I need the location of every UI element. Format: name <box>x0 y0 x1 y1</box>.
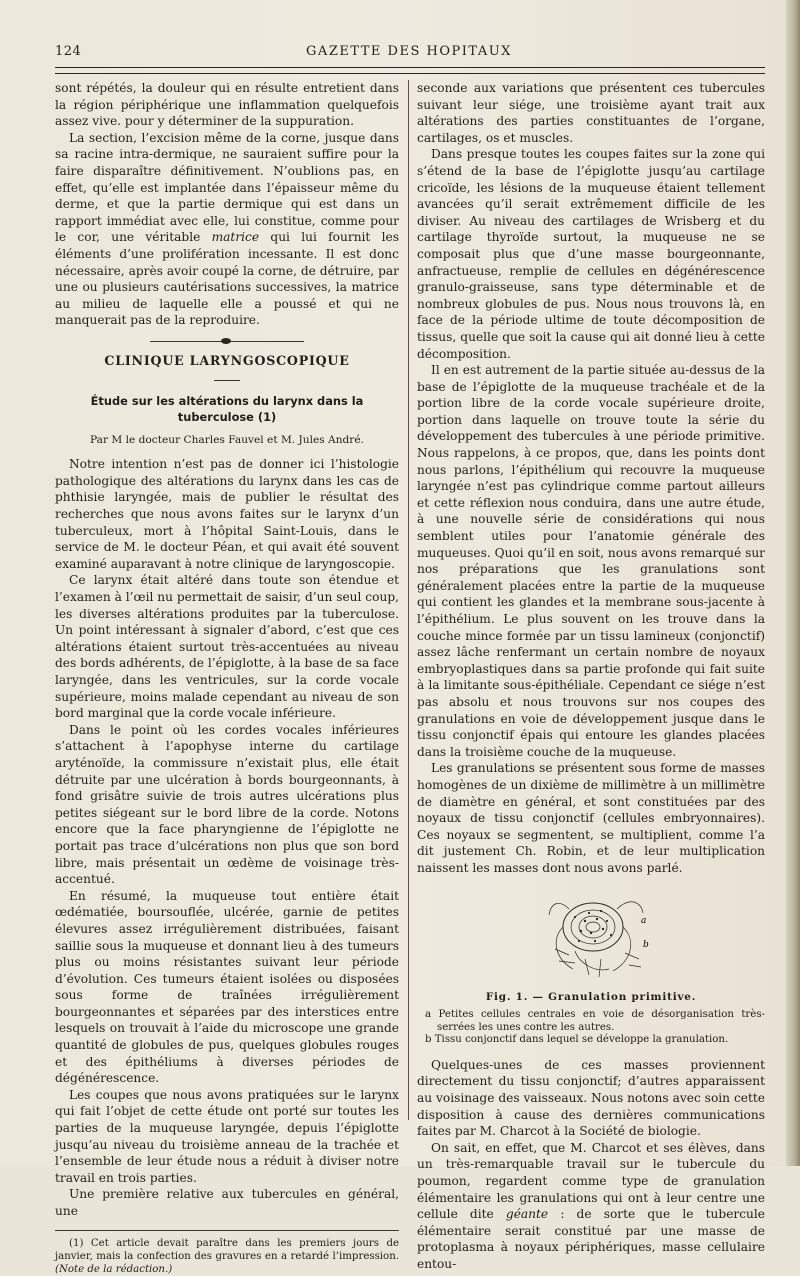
emphasis-text: matrice <box>211 230 260 245</box>
paragraph: Les coupes que nous avons pratiquées sur le larynx qui fait l’objet de cette étude ont porté sur toutes les parties de la muqueuse laryngée, depuis l’épiglotte jusqu’au niveau du troisième anneau de la trachée et l’ensemble de leur étude nous a réduit à diviser notre travail en trois parties. <box>55 1087 399 1185</box>
paragraph <box>55 130 399 329</box>
section-separator <box>55 329 399 347</box>
footnote-note: (Note de la rédaction.) <box>55 1263 173 1275</box>
column-divider <box>408 80 409 1120</box>
paragraph-text: qui lui fournit les éléments d’une prolifération incessante. Il est donc nécessaire, après avoir coupé la corne, de détruire, par une ou plusieurs cautérisations successives, la matrice au milieu de laquelle elle a poussé et qui ne manquerait pas de la reproduire. <box>55 230 399 328</box>
paragraph: Dans presque toutes les coupes faites sur la zone qui s’étend de la base de l’épiglotte jusqu’au cartilage cricoïde, les lésions de la muqueuse étaient tellement avancées qu’il serait extrêmement difficile de les diviser. Au niveau des cartilages de Wrisberg et du cartilage thyroïde surtout, la muqueuse ne se composait plus que d’une masse bourgeonnante, anfractueuse, remplie de cellules en dégénérescence granulo-graisseuse, sans type déterminable et de nombreux globules de pus. Nous nous trouvons là, en face de la période ultime de toute décomposition de tissus, quelle que soit la cause qui ait donné lieu à cette décomposition. <box>417 147 765 361</box>
paragraph <box>417 1140 765 1273</box>
paragraph-text: : de sorte que le tubercule élémentaire serait constitué par une masse de protoplasma à noyaux périphériques, masse cellulaire entou- <box>417 1207 766 1271</box>
paragraph: Notre intention n’est pas de donner ici l’histologie pathologique des altérations du larynx dans les cas de phthisie laryngée, mais de publier le résultat des recherches que nous avons faites sur le larynx d’un tuberculeux, mort à l’hôpital Saint-Louis, dans le service de M. le docteur Péan, et qui avait été souvent examiné auparavant à notre clinique de laryngoscopie. <box>55 457 399 571</box>
byline: Par M le docteur Charles Fauvel et M. Jules André. <box>89 433 365 446</box>
article-title: Étude sur les altérations du larynx dans la tuberculose (1) <box>90 393 364 425</box>
figure-label-b: b <box>643 939 649 950</box>
paragraph: Il en est autrement de la partie située au-dessus de la base de l’épiglotte de la muqueuse trachéale et de la portion libre de la corde vocale supérieure droite, portion dans laquelle on trouve toute la série du développement des tubercules à une période primitive. Nous rappelons, à ce propos, que, dans les points dont nous parlons, l’épithélium qui recouvre la muqueuse laryngée n’est pas cylindrique comme partout ailleurs et cette réflexion nous conduira, dans une autre étude, à une nouvelle série de considérations qui nous semblent utiles pour l’anatomie générale des muqueuses. Quoi qu’il en soit, nous avons remarqué sur nos préparations que les granulations sont généralement placées entre la partie de la muqueuse qui contient les glandes et la membrane sous-jacente à l’épithélium. Le plus souvent on les trouve dans la couche mince formée par un tissu lamineux (conjonctif) assez lâche renfermant un certain nombre de noyaux embryoplastiques dans sa partie profonde qui fait suite à la limitante sous-épithéliale. Cependant ce siége n’est pas absolu et nous trouvons sur nos coupes des granulations en voie de développement jusque dans le tissu conjonctif épais qui entoure les glandes placées dans la troisième couche de la muqueuse. <box>417 363 765 759</box>
footnote <box>55 1237 399 1276</box>
paragraph: Ce larynx était altéré dans toute son étendue et l’examen à l’œil nu permettait de saisir, d’un seul coup, les diverses altérations produites par la tuberculose. Un point intéressant à signaler d’abord, c’est que ces altérations étaient surtout très-accentuées au niveau des bords adhérents, de l’épiglotte, à la base de sa face laryngée, dans les ventricules, sur la corde vocale supérieure, moins malade cependant au niveau de son bord marginal que la corde vocale inférieure. <box>55 573 400 721</box>
paragraph-text: On sait, en effet, que M. Charcot et ses élèves, dans un très-remarquable travail sur le tubercule du poumon, regardent comme type de granulation élémentaire les granulations qui ont à leur centre une cellule dite <box>417 1140 765 1222</box>
emphasis-text: géante <box>505 1207 549 1222</box>
page-edge <box>786 0 800 1166</box>
page-number: 124 <box>55 44 82 59</box>
paragraph: Quelques-unes de ces masses proviennent directement du tissu conjonctif; d’autres apparaissent au voisinage des vaisseaux. Nous notons avec soin cette disposition à cause des dernières communications faites par M. Charcot à la Société de biologie. <box>417 1057 765 1139</box>
section-title: CLINIQUE LARYNGOSCOPIQUE <box>104 352 350 368</box>
paragraph: seconde aux variations que présentent ces tubercules suivant leur siége, une troisième ayant trait aux altérations des parties constituantes de l’organe, cartilages, os et muscles. <box>417 81 765 145</box>
figure-note: b Tissu conjonctif dans lequel se développe la granulation. <box>425 1034 729 1046</box>
paragraph: Une première relative aux tubercules en général, une <box>55 1187 399 1218</box>
footnote-text: (1) Cet article devait paraître dans les premiers jours de janvier, mais la confection des gravures en a retardé l’impression. <box>55 1237 399 1262</box>
journal-title: GAZETTE DES HOPITAUX <box>306 44 512 59</box>
page-header <box>55 44 763 64</box>
title-dash <box>214 380 240 381</box>
figure-label-a: a <box>641 915 647 926</box>
paragraph: Dans le point où les cordes vocales inférieures s’attachent à l’apophyse interne du cartilage aryténoïde, la commissure n’existait plus, elle était détruite par une ulcération à bords bourgeonnants, à fond grisâtre suivie de trois autres ulcérations plus petites siégeant sur le bord libre de la corde. Notons encore que la face pharyngienne de l’épiglotte ne portait pas trace d’ulcérations non plus que son bord libre, mais présentait un œdème de voisinage très-accentué. <box>55 722 399 887</box>
figure-note: a Petites cellules centrales en voie de désorganisation très-serrées les unes contre les autres. <box>425 1009 765 1033</box>
paragraph-text: La section, l’excision même de la corne, jusque dans sa racine intra-dermique, ne sauraient suffire pour la faire disparaître définitivement. N’oublions pas, en effet, qu’elle est implantée dans l’épaisseur même du derme, et que la partie dermique qui est dans un rapport immédiat avec elle, lui constitue, comme pour le cor, une véritable <box>55 130 399 245</box>
right-column <box>417 80 765 1273</box>
granulation-illustration <box>545 889 655 981</box>
spacer <box>417 1047 765 1057</box>
figure <box>417 887 765 983</box>
footnote-rule <box>55 1230 399 1231</box>
paragraph: En résumé, la muqueuse tout entière était œdématiée, boursouflée, ulcérée, garnie de petites élevures assez irrégulièrement distribuées, faisant saillie sous la muqueuse et donnant lieu à des tumeurs plus ou moins résistantes suivant leur période d’évolution. Ces tumeurs étaient isolées ou disposées sous forme de traînées irrégulièrement bourgeonnantes et séparées par des interstices entre lesquels on trouvait à l’aide du microscope une grande quantité de globules de pus, quelques globules rouges et des épithéliums à diverses périodes de dégénérescence. <box>55 888 399 1086</box>
figure-caption: Fig. 1. — Granulation primitive. <box>485 990 697 1003</box>
left-column <box>55 80 399 1276</box>
paragraph: sont répétés, la douleur qui en résulte entretient dans la région périphérique une inflammation quelquefois assez vive. pour y déterminer de la suppuration. <box>55 81 399 129</box>
header-rule <box>55 67 765 74</box>
paragraph: Les granulations se présentent sous forme de masses homogènes de un dixième de millimètre à un millimètre de diamètre en général, et sont constituées par des noyaux de tissu conjonctif (cellules embryonnaires). Ces noyaux se segmentent, se multiplient, comme l’a dit justement Ch. Robin, et de leur multiplication naissent les masses dont nous avons parlé. <box>417 761 765 875</box>
